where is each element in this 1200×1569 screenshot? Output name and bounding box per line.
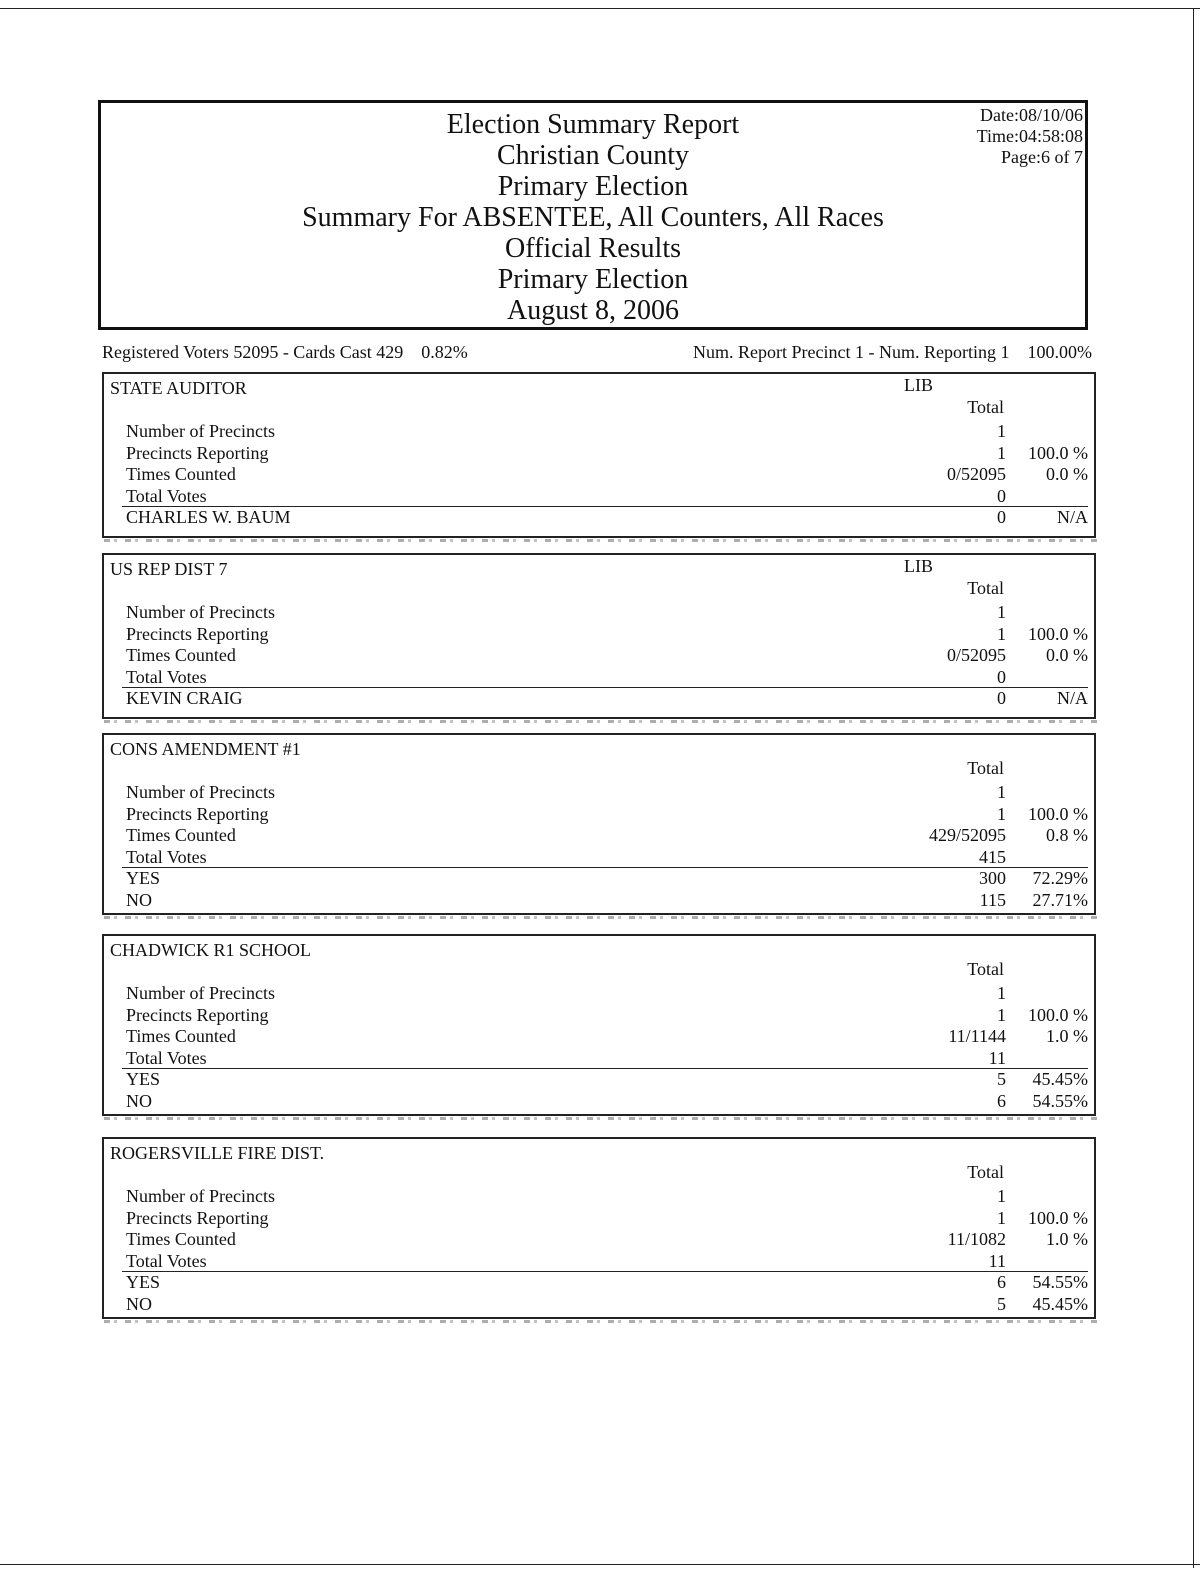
page-edge-top (0, 8, 1200, 9)
row-value: 115 (979, 889, 1006, 910)
row-value: 0 (997, 666, 1006, 687)
row-label: Times Counted (126, 825, 236, 845)
report-title-block (101, 109, 1085, 326)
page-number: Page:6 of 7 (1001, 147, 1083, 167)
row-percent: 54.55% (1032, 1090, 1088, 1111)
row-value: 11 (988, 1047, 1006, 1068)
stat-row (104, 1208, 1094, 1230)
report-title: Election Summary Report (446, 109, 740, 140)
row-value: 1 (997, 623, 1006, 644)
stat-row (104, 1251, 1094, 1273)
report-time: Time:04:58:08 (976, 126, 1083, 146)
row-value: 1 (997, 602, 1006, 622)
row-percent: 45.45% (1032, 1293, 1088, 1314)
row-percent: 0.0 % (1046, 645, 1088, 665)
candidate-row (104, 688, 1094, 710)
stat-row (104, 1026, 1094, 1048)
race-title: STATE AUDITOR (110, 378, 247, 398)
results-status: Official Results (504, 233, 681, 264)
row-label: Precincts Reporting (126, 1207, 269, 1228)
total-column-header: Total (967, 397, 1004, 417)
summary-scope: Summary For ABSENTEE, All Counters, All Races (302, 202, 884, 233)
candidate-row (104, 1069, 1094, 1091)
row-label: KEVIN CRAIG (126, 688, 243, 708)
scan-artifact (104, 720, 1100, 723)
row-value: 5 (997, 1293, 1006, 1314)
row-percent: 1.0 % (1046, 1229, 1088, 1249)
row-label: Number of Precincts (126, 602, 275, 622)
row-value: 1 (997, 782, 1006, 802)
stat-row (104, 847, 1094, 869)
row-label: Number of Precincts (126, 1186, 275, 1206)
stat-row (104, 1186, 1094, 1208)
candidate-row (104, 1294, 1094, 1316)
row-value: 6 (997, 1272, 1006, 1292)
registered-voters-summary: Registered Voters 52095 - Cards Cast 429 0.82% (102, 342, 468, 362)
stat-row (104, 667, 1094, 689)
row-label: YES (126, 1069, 161, 1089)
row-percent: 54.55% (1032, 1272, 1088, 1292)
row-label: Total Votes (126, 1047, 207, 1068)
stat-row (104, 1229, 1094, 1251)
row-label: Precincts Reporting (126, 442, 269, 463)
row-label: Number of Precincts (126, 983, 275, 1003)
candidate-row (104, 1091, 1094, 1113)
race-title: US REP DIST 7 (110, 559, 228, 579)
row-percent: N/A (1057, 688, 1088, 708)
total-column-header: Total (967, 1162, 1004, 1182)
total-column-header: Total (967, 578, 1004, 598)
row-percent: 100.0 % (1028, 803, 1088, 824)
stat-row (104, 486, 1094, 508)
row-value: 429/52095 (928, 825, 1006, 845)
row-label: NO (126, 889, 152, 910)
candidate-row (104, 890, 1094, 912)
county-name: Christian County (496, 140, 690, 171)
row-percent: 100.0 % (1028, 1207, 1088, 1228)
row-label: Total Votes (126, 666, 207, 687)
row-label: Number of Precincts (126, 421, 275, 441)
row-value: 1 (997, 1186, 1006, 1206)
row-value: 1 (997, 1207, 1006, 1228)
row-value: 0 (997, 507, 1006, 527)
race-box (102, 934, 1096, 1116)
stat-row (104, 645, 1094, 667)
precinct-reporting-summary: Num. Report Precinct 1 - Num. Reporting 1 100.00% (693, 342, 1092, 362)
row-label: Total Votes (126, 1250, 207, 1271)
row-label: Times Counted (126, 1229, 236, 1249)
row-percent: 0.8 % (1046, 825, 1088, 845)
scan-artifact (104, 539, 1100, 542)
row-percent: 27.71% (1032, 889, 1088, 910)
row-value: 300 (979, 868, 1006, 888)
row-label: Precincts Reporting (126, 623, 269, 644)
stat-row (104, 983, 1094, 1005)
row-value: 1 (997, 983, 1006, 1003)
election-type: Primary Election (497, 171, 689, 202)
race-title: CONS AMENDMENT #1 (110, 739, 301, 759)
row-label: Times Counted (126, 645, 236, 665)
page-edge-right (1193, 8, 1194, 1568)
row-value: 11/1144 (948, 1026, 1006, 1046)
stat-row (104, 825, 1094, 847)
row-percent: N/A (1057, 507, 1088, 527)
party-label: LIB (904, 556, 933, 576)
row-label: Times Counted (126, 1026, 236, 1046)
row-percent: 0.0 % (1046, 464, 1088, 484)
row-value: 0/52095 (946, 464, 1006, 484)
scan-artifact (104, 916, 1100, 919)
row-value: 1 (997, 803, 1006, 824)
election-date: August 8, 2006 (507, 295, 679, 326)
race-title: CHADWICK R1 SCHOOL (110, 940, 312, 960)
stat-row (104, 443, 1094, 465)
page-edge-bottom (0, 1564, 1200, 1565)
election-type-repeat: Primary Election (497, 264, 689, 295)
row-label: NO (126, 1090, 152, 1111)
row-value: 11/1082 (947, 1229, 1006, 1249)
row-label: Total Votes (126, 485, 207, 506)
report-date: Date:08/10/06 (980, 105, 1083, 125)
row-value: 1 (997, 421, 1006, 441)
total-column-header: Total (967, 959, 1004, 979)
party-label: LIB (904, 375, 933, 395)
race-title: ROGERSVILLE FIRE DIST. (110, 1143, 325, 1163)
row-label: CHARLES W. BAUM (126, 507, 291, 527)
row-value: 0/52095 (946, 645, 1006, 665)
row-percent: 100.0 % (1028, 1004, 1088, 1025)
race-box (102, 1137, 1096, 1319)
stat-row (104, 804, 1094, 826)
row-value: 6 (997, 1090, 1006, 1111)
row-label: Precincts Reporting (126, 803, 269, 824)
row-value: 11 (988, 1250, 1006, 1271)
row-value: 415 (979, 846, 1006, 867)
stat-row (104, 782, 1094, 804)
race-box (102, 733, 1096, 915)
row-value: 0 (997, 688, 1006, 708)
row-value: 0 (997, 485, 1006, 506)
turnout-summary (102, 342, 1092, 366)
stat-row (104, 1048, 1094, 1070)
candidate-row (104, 868, 1094, 890)
row-percent: 72.29% (1032, 868, 1088, 888)
report-header (98, 100, 1088, 330)
stat-row (104, 1005, 1094, 1027)
stat-row (104, 421, 1094, 443)
row-label: Precincts Reporting (126, 1004, 269, 1025)
report-meta (977, 105, 1083, 168)
row-label: YES (126, 868, 161, 888)
stat-row (104, 624, 1094, 646)
scan-artifact (104, 1117, 1100, 1120)
race-box (102, 372, 1096, 538)
row-value: 5 (997, 1069, 1006, 1089)
row-percent: 45.45% (1032, 1069, 1088, 1089)
stat-row (104, 602, 1094, 624)
row-percent: 100.0 % (1028, 623, 1088, 644)
row-percent: 1.0 % (1046, 1026, 1088, 1046)
row-label: YES (126, 1272, 161, 1292)
row-percent: 100.0 % (1028, 442, 1088, 463)
scan-artifact (104, 1320, 1100, 1323)
row-label: Total Votes (126, 846, 207, 867)
row-value: 1 (997, 442, 1006, 463)
row-value: 1 (997, 1004, 1006, 1025)
candidate-row (104, 1272, 1094, 1294)
candidate-row (104, 507, 1094, 529)
race-box (102, 553, 1096, 719)
row-label: Number of Precincts (126, 782, 275, 802)
row-label: Times Counted (126, 464, 236, 484)
stat-row (104, 464, 1094, 486)
total-column-header: Total (967, 758, 1004, 778)
row-label: NO (126, 1293, 152, 1314)
